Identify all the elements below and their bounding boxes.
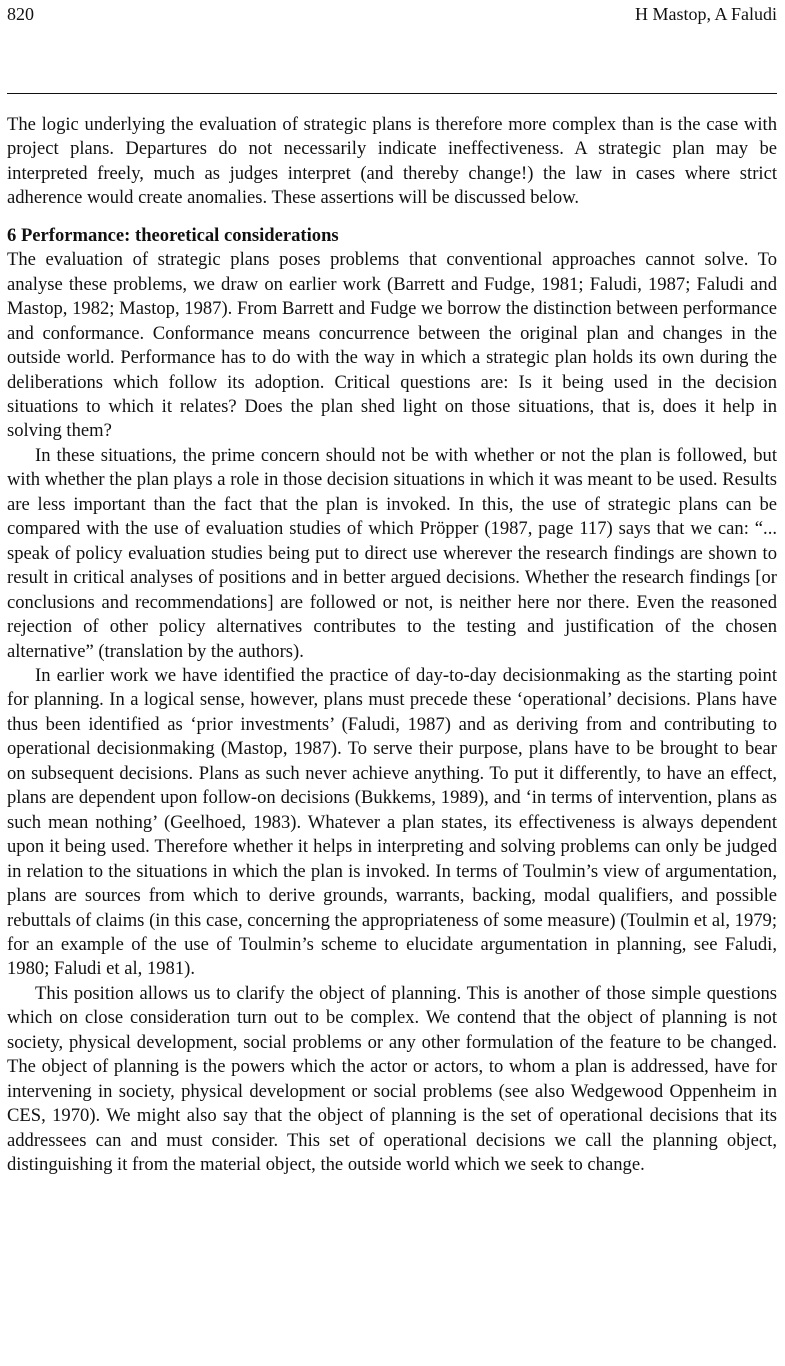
paragraph-object-of-planning: This position allows us to clarify the object of planning. This is another of those simple questions which on close consideration turn out to be complex. We contend that the object of planning is not society, physical development, social problems or any other formulation of the feature to be changed. The object of planning is the powers which the actor or actors, to whom a plan is addressed, have for intervening in society, physical development or social problems (see also Wedgewood Oppenheim in CES, 1970). We might also say that the object of planning is the set of operational decisions that its addressees can and must consider. This set of operational decisions we call the planning object, distinguishing it from the material object, the outside world which we seek to change. <box>7 982 777 1176</box>
paragraph-intro: The logic underlying the evaluation of strategic plans is therefore more complex than is the case with project plans. Departures do not necessarily indicate ineffectiveness. A strategic plan may be interpreted freely, much as judges interpret (and thereby change!) the law in cases where strict adherence would create anomalies. These assertions will be discussed below. <box>7 114 777 209</box>
body-text <box>7 113 777 1177</box>
paragraph-operational-decisions: In earlier work we have identified the practice of day-to-day decisionmaking as the starting point for planning. In a logical sense, however, plans must precede these ‘operational’ decisions. Plans have thus been identified as ‘prior investments’ (Faludi, 1987) and as deriving from and contributing to operational decisionmaking (Mastop, 1987). To serve their purpose, plans have to be brought to bear on subsequent decisions. Plans as such never achieve anything. To put it differently, to have an effect, plans are dependent upon follow-on decisions (Bukkems, 1989), and ‘in terms of intervention, plans as such mean nothing’ (Geelhoed, 1983). Whatever a plan states, its effectiveness is always dependent upon it being used. Therefore whether it helps in interpreting and solving problems can only be judged in relation to the situations in which the plan is invoked. In terms of Toulmin’s view of argumentation, plans are sources from which to derive grounds, warrants, backing, modal qualifiers, and possible rebuttals of claims (in this case, concerning the appropriateness of some measure) (Toulmin et al, 1979; for an example of the use of Toulmin’s scheme to elucidate argumentation in planning, see Faludi, 1980; Faludi et al, 1981). <box>7 664 777 980</box>
section-heading: 6 Performance: theoretical considerations <box>7 224 339 246</box>
page-number: 820 <box>7 4 34 24</box>
header-rule <box>7 93 777 94</box>
running-header <box>7 0 777 30</box>
page <box>7 0 777 1176</box>
paragraph-decision-situations: In these situations, the prime concern should not be with whether or not the plan is followed, but with whether the plan plays a role in those decision situations in which it was meant to be used. Results are less important than the fact that the plan is invoked. In this, the use of strategic plans can be compared with the use of evaluation studies of which Pröpper (1987, page 117) says that we can: “... speak of policy evaluation studies being put to direct use wherever the research findings are shown to result in critical analyses of positions and in better argued decisions. Whether the research findings [or conclusions and recommendations] are followed or not, is neither here nor there. Even the reasoned rejection of other policy alternatives contributes to the testing and justification of the chosen alternative” (translation by the authors). <box>7 444 777 662</box>
running-header-authors: H Mastop, A Faludi <box>634 4 777 24</box>
paragraph-performance: The evaluation of strategic plans poses problems that conventional approaches cannot solve. To analyse these problems, we draw on earlier work (Barrett and Fudge, 1981; Faludi, 1987; Faludi and Mastop, 1982; Mastop, 1987). From Barrett and Fudge we borrow the distinction between performance and conformance. Conformance means concurrence between the original plan and changes in the outside world. Performance has to do with the way in which a strategic plan holds its own during the deliberations which follow its adoption. Critical questions are: Is it being used in the decision situations to which it relates? Does the plan shed light on those situations, that is, does it help in solving them? <box>7 249 777 442</box>
